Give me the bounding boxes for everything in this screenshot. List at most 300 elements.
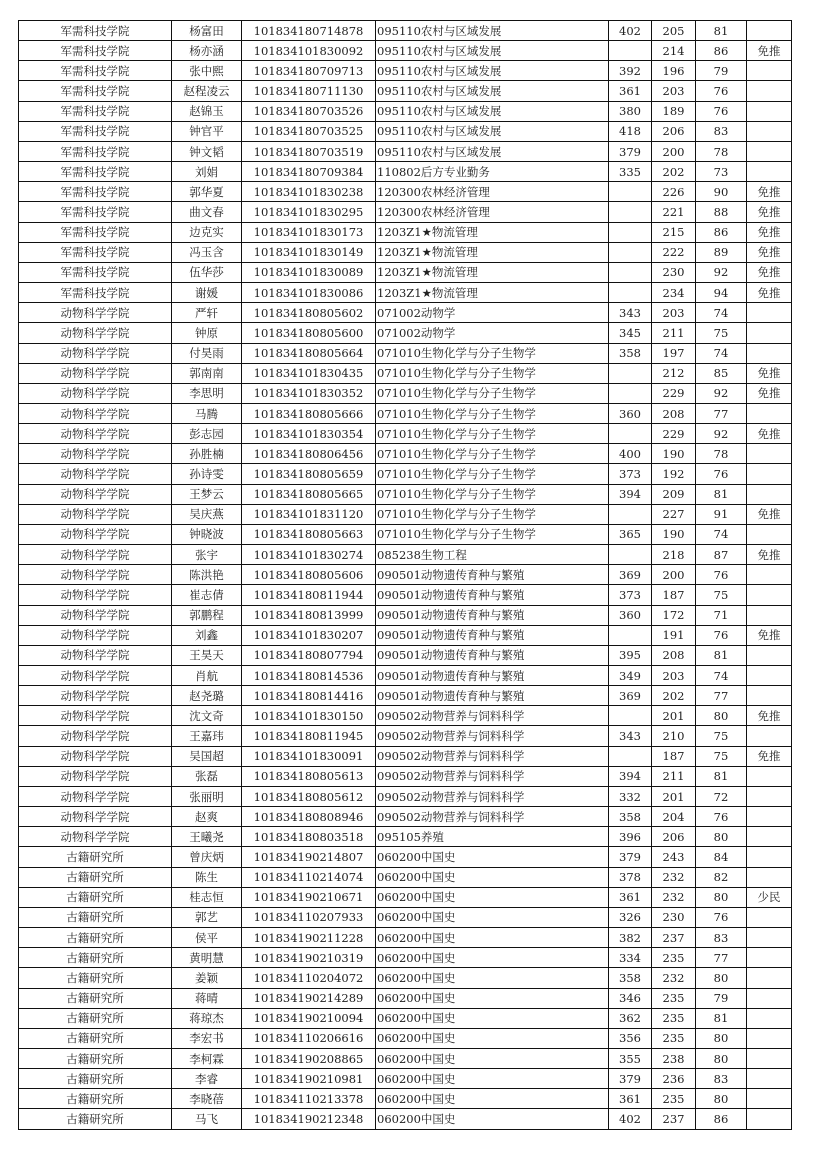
name-cell: 边克实 [172,222,242,242]
major-cell: 1203Z1★物流管理 [376,242,609,262]
score-retest-cell: 229 [652,383,696,403]
score-final-cell: 89 [696,242,747,262]
score-final-cell: 72 [696,786,747,806]
exam-id-cell: 101834190210981 [242,1069,376,1089]
name-cell: 钟晓波 [172,524,242,544]
score-retest-cell: 201 [652,706,696,726]
note-cell [747,323,792,343]
note-cell [747,585,792,605]
college-cell: 动物科学学院 [19,444,172,464]
exam-id-cell: 101834190214289 [242,988,376,1008]
college-cell: 动物科学学院 [19,424,172,444]
major-cell: 060200中国史 [376,907,609,927]
score-final-cell: 76 [696,625,747,645]
college-cell: 动物科学学院 [19,343,172,363]
note-cell [747,101,792,121]
name-cell: 李宏书 [172,1028,242,1048]
table-row [19,1089,792,1109]
major-cell: 060200中国史 [376,1109,609,1129]
note-cell: 免推 [747,625,792,645]
score-total-cell [609,242,652,262]
major-cell: 095105养殖 [376,827,609,847]
table-row [19,645,792,665]
exam-id-cell: 101834190210094 [242,1008,376,1028]
score-retest-cell: 234 [652,283,696,303]
score-final-cell: 84 [696,847,747,867]
score-final-cell: 87 [696,545,747,565]
note-cell [747,928,792,948]
score-retest-cell: 200 [652,141,696,161]
major-cell: 090502动物营养与饲料科学 [376,807,609,827]
note-cell: 少民 [747,887,792,907]
score-final-cell: 76 [696,807,747,827]
note-cell [747,403,792,423]
table-row [19,202,792,222]
score-total-cell [609,545,652,565]
score-final-cell: 74 [696,666,747,686]
score-final-cell: 86 [696,1109,747,1129]
exam-id-cell: 101834180805606 [242,565,376,585]
note-cell [747,343,792,363]
college-cell: 军需科技学院 [19,162,172,182]
score-final-cell: 76 [696,464,747,484]
table-row [19,504,792,524]
table-row [19,262,792,282]
table-row [19,484,792,504]
table-row [19,323,792,343]
score-total-cell: 358 [609,343,652,363]
score-retest-cell: 222 [652,242,696,262]
score-total-cell: 396 [609,827,652,847]
score-total-cell: 358 [609,807,652,827]
score-final-cell: 80 [696,827,747,847]
score-final-cell: 81 [696,21,747,41]
score-retest-cell: 208 [652,645,696,665]
major-cell: 071010生物化学与分子生物学 [376,343,609,363]
score-retest-cell: 230 [652,907,696,927]
major-cell: 095110农村与区域发展 [376,141,609,161]
major-cell: 060200中国史 [376,1069,609,1089]
score-retest-cell: 215 [652,222,696,242]
college-cell: 动物科学学院 [19,625,172,645]
name-cell: 郭华夏 [172,182,242,202]
table-row [19,1109,792,1129]
score-total-cell: 392 [609,61,652,81]
table-row [19,61,792,81]
score-total-cell: 379 [609,1069,652,1089]
major-cell: 085238生物工程 [376,545,609,565]
college-cell: 古籍研究所 [19,847,172,867]
college-cell: 古籍研究所 [19,867,172,887]
score-final-cell: 81 [696,645,747,665]
major-cell: 071010生物化学与分子生物学 [376,504,609,524]
college-cell: 古籍研究所 [19,1069,172,1089]
college-cell: 动物科学学院 [19,363,172,383]
note-cell: 免推 [747,242,792,262]
note-cell [747,666,792,686]
score-retest-cell: 197 [652,343,696,363]
major-cell: 120300农林经济管理 [376,182,609,202]
college-cell: 动物科学学院 [19,524,172,544]
exam-id-cell: 101834190210319 [242,948,376,968]
table-row [19,1069,792,1089]
table-row [19,706,792,726]
exam-id-cell: 101834190208865 [242,1048,376,1068]
exam-id-cell: 101834180813999 [242,605,376,625]
exam-id-cell: 101834190214807 [242,847,376,867]
note-cell [747,988,792,1008]
major-cell: 071010生物化学与分子生物学 [376,484,609,504]
college-cell: 动物科学学院 [19,686,172,706]
college-cell: 动物科学学院 [19,504,172,524]
score-retest-cell: 230 [652,262,696,282]
exam-id-cell: 101834101830352 [242,383,376,403]
note-cell: 免推 [747,545,792,565]
score-final-cell: 83 [696,1069,747,1089]
score-final-cell: 92 [696,383,747,403]
score-total-cell: 395 [609,645,652,665]
note-cell: 免推 [747,383,792,403]
score-retest-cell: 226 [652,182,696,202]
name-cell: 侯平 [172,928,242,948]
major-cell: 060200中国史 [376,1048,609,1068]
score-retest-cell: 235 [652,988,696,1008]
score-total-cell: 361 [609,1089,652,1109]
table-row [19,746,792,766]
major-cell: 090502动物营养与饲料科学 [376,706,609,726]
college-cell: 动物科学学院 [19,545,172,565]
exam-id-cell: 101834180814416 [242,686,376,706]
college-cell: 动物科学学院 [19,746,172,766]
name-cell: 严轩 [172,303,242,323]
table-row [19,524,792,544]
college-cell: 动物科学学院 [19,786,172,806]
college-cell: 动物科学学院 [19,464,172,484]
table-row [19,988,792,1008]
score-final-cell: 75 [696,585,747,605]
score-final-cell: 94 [696,283,747,303]
score-total-cell: 418 [609,121,652,141]
note-cell [747,21,792,41]
table-row [19,605,792,625]
score-total-cell: 400 [609,444,652,464]
exam-id-cell: 101834101831120 [242,504,376,524]
score-retest-cell: 205 [652,21,696,41]
score-total-cell: 334 [609,948,652,968]
score-total-cell: 346 [609,988,652,1008]
score-total-cell: 361 [609,81,652,101]
note-cell [747,968,792,988]
name-cell: 蒋琼杰 [172,1008,242,1028]
major-cell: 060200中国史 [376,968,609,988]
note-cell [747,61,792,81]
exam-id-cell: 101834101830238 [242,182,376,202]
score-total-cell [609,283,652,303]
name-cell: 刘娟 [172,162,242,182]
note-cell [747,948,792,968]
college-cell: 军需科技学院 [19,182,172,202]
name-cell: 伍华莎 [172,262,242,282]
score-total-cell [609,504,652,524]
table-row [19,1028,792,1048]
exam-id-cell: 101834180714878 [242,21,376,41]
score-total-cell: 355 [609,1048,652,1068]
table-row [19,807,792,827]
score-final-cell: 90 [696,182,747,202]
score-retest-cell: 190 [652,444,696,464]
table-row [19,363,792,383]
college-cell: 动物科学学院 [19,726,172,746]
table-row [19,222,792,242]
note-cell [747,1008,792,1028]
score-total-cell [609,706,652,726]
name-cell: 桂志恒 [172,887,242,907]
score-total-cell: 360 [609,605,652,625]
major-cell: 110802后方专业勤务 [376,162,609,182]
score-retest-cell: 208 [652,403,696,423]
name-cell: 钟官平 [172,121,242,141]
note-cell [747,1028,792,1048]
score-total-cell: 345 [609,323,652,343]
college-cell: 军需科技学院 [19,121,172,141]
admission-table [18,20,792,1130]
table-row [19,766,792,786]
college-cell: 动物科学学院 [19,807,172,827]
major-cell: 060200中国史 [376,1028,609,1048]
score-total-cell [609,625,652,645]
score-total-cell: 394 [609,484,652,504]
note-cell [747,1109,792,1129]
score-total-cell: 326 [609,907,652,927]
college-cell: 古籍研究所 [19,1028,172,1048]
major-cell: 071010生物化学与分子生物学 [376,524,609,544]
score-total-cell: 365 [609,524,652,544]
major-cell: 090502动物营养与饲料科学 [376,746,609,766]
name-cell: 沈文奇 [172,706,242,726]
table-row [19,867,792,887]
table-row [19,121,792,141]
score-total-cell: 362 [609,1008,652,1028]
note-cell [747,81,792,101]
exam-id-cell: 101834101830150 [242,706,376,726]
note-cell: 免推 [747,262,792,282]
score-final-cell: 81 [696,484,747,504]
college-cell: 古籍研究所 [19,1048,172,1068]
table-row [19,686,792,706]
score-retest-cell: 235 [652,1008,696,1028]
major-cell: 095110农村与区域发展 [376,101,609,121]
exam-id-cell: 101834180805613 [242,766,376,786]
note-cell: 免推 [747,41,792,61]
exam-id-cell: 101834110214074 [242,867,376,887]
table-row [19,242,792,262]
score-total-cell: 343 [609,726,652,746]
score-final-cell: 74 [696,303,747,323]
score-retest-cell: 235 [652,1028,696,1048]
college-cell: 古籍研究所 [19,988,172,1008]
table-row [19,545,792,565]
name-cell: 付昊雨 [172,343,242,363]
score-total-cell [609,262,652,282]
score-retest-cell: 196 [652,61,696,81]
major-cell: 095110农村与区域发展 [376,21,609,41]
name-cell: 肖航 [172,666,242,686]
note-cell [747,766,792,786]
score-final-cell: 75 [696,746,747,766]
major-cell: 095110农村与区域发展 [376,81,609,101]
college-cell: 军需科技学院 [19,81,172,101]
note-cell [747,907,792,927]
table-row [19,41,792,61]
college-cell: 军需科技学院 [19,242,172,262]
table-row [19,283,792,303]
exam-id-cell: 101834101830354 [242,424,376,444]
major-cell: 071002动物学 [376,303,609,323]
score-final-cell: 81 [696,766,747,786]
score-total-cell: 369 [609,565,652,585]
college-cell: 动物科学学院 [19,666,172,686]
table-row [19,585,792,605]
score-retest-cell: 202 [652,686,696,706]
major-cell: 060200中国史 [376,1089,609,1109]
name-cell: 刘鑫 [172,625,242,645]
score-final-cell: 80 [696,706,747,726]
score-total-cell: 335 [609,162,652,182]
major-cell: 090501动物遗传育种与繁殖 [376,686,609,706]
exam-id-cell: 101834101830086 [242,283,376,303]
college-cell: 动物科学学院 [19,303,172,323]
score-retest-cell: 190 [652,524,696,544]
major-cell: 060200中国史 [376,867,609,887]
note-cell: 免推 [747,202,792,222]
note-cell: 免推 [747,222,792,242]
note-cell [747,444,792,464]
score-total-cell: 349 [609,666,652,686]
major-cell: 060200中国史 [376,988,609,1008]
table-row [19,726,792,746]
name-cell: 李思明 [172,383,242,403]
major-cell: 090501动物遗传育种与繁殖 [376,625,609,645]
score-retest-cell: 210 [652,726,696,746]
college-cell: 动物科学学院 [19,645,172,665]
note-cell [747,807,792,827]
college-cell: 军需科技学院 [19,61,172,81]
college-cell: 动物科学学院 [19,403,172,423]
score-total-cell [609,383,652,403]
score-final-cell: 83 [696,928,747,948]
score-final-cell: 74 [696,524,747,544]
college-cell: 古籍研究所 [19,907,172,927]
major-cell: 090501动物遗传育种与繁殖 [376,645,609,665]
name-cell: 崔志倩 [172,585,242,605]
exam-id-cell: 101834180805665 [242,484,376,504]
exam-id-cell: 101834180805666 [242,403,376,423]
name-cell: 郭南南 [172,363,242,383]
exam-id-cell: 101834180814536 [242,666,376,686]
major-cell: 060200中国史 [376,928,609,948]
college-cell: 动物科学学院 [19,323,172,343]
exam-id-cell: 101834180709713 [242,61,376,81]
major-cell: 095110农村与区域发展 [376,61,609,81]
major-cell: 090502动物营养与饲料科学 [376,726,609,746]
note-cell [747,605,792,625]
score-final-cell: 76 [696,907,747,927]
score-final-cell: 73 [696,162,747,182]
major-cell: 060200中国史 [376,887,609,907]
college-cell: 军需科技学院 [19,202,172,222]
score-total-cell: 369 [609,686,652,706]
note-cell [747,141,792,161]
table-row [19,383,792,403]
score-retest-cell: 232 [652,968,696,988]
college-cell: 军需科技学院 [19,283,172,303]
major-cell: 071002动物学 [376,323,609,343]
exam-id-cell: 101834180806456 [242,444,376,464]
college-cell: 动物科学学院 [19,383,172,403]
major-cell: 071010生物化学与分子生物学 [376,403,609,423]
college-cell: 军需科技学院 [19,262,172,282]
exam-id-cell: 101834180811945 [242,726,376,746]
note-cell [747,847,792,867]
major-cell: 1203Z1★物流管理 [376,222,609,242]
score-total-cell: 382 [609,928,652,948]
table-row [19,907,792,927]
note-cell: 免推 [747,363,792,383]
score-final-cell: 80 [696,1028,747,1048]
name-cell: 曲文春 [172,202,242,222]
name-cell: 张宇 [172,545,242,565]
note-cell [747,686,792,706]
table-row [19,141,792,161]
score-final-cell: 81 [696,1008,747,1028]
name-cell: 郭鹏程 [172,605,242,625]
note-cell [747,786,792,806]
score-retest-cell: 201 [652,786,696,806]
name-cell: 陈生 [172,867,242,887]
score-total-cell: 356 [609,1028,652,1048]
college-cell: 军需科技学院 [19,101,172,121]
score-final-cell: 80 [696,968,747,988]
score-retest-cell: 202 [652,162,696,182]
score-total-cell [609,41,652,61]
name-cell: 王梦云 [172,484,242,504]
score-total-cell [609,746,652,766]
name-cell: 吴国超 [172,746,242,766]
note-cell [747,867,792,887]
note-cell: 免推 [747,283,792,303]
exam-id-cell: 101834190212348 [242,1109,376,1129]
note-cell [747,162,792,182]
score-retest-cell: 187 [652,746,696,766]
name-cell: 王昊天 [172,645,242,665]
score-total-cell [609,424,652,444]
score-retest-cell: 227 [652,504,696,524]
score-retest-cell: 203 [652,303,696,323]
score-total-cell: 378 [609,867,652,887]
score-retest-cell: 237 [652,928,696,948]
college-cell: 古籍研究所 [19,887,172,907]
exam-id-cell: 101834110207933 [242,907,376,927]
table-row [19,968,792,988]
note-cell [747,1089,792,1109]
score-retest-cell: 211 [652,766,696,786]
exam-id-cell: 101834180703526 [242,101,376,121]
score-final-cell: 78 [696,141,747,161]
exam-id-cell: 101834110204072 [242,968,376,988]
name-cell: 蒋晴 [172,988,242,1008]
college-cell: 古籍研究所 [19,948,172,968]
score-retest-cell: 211 [652,323,696,343]
